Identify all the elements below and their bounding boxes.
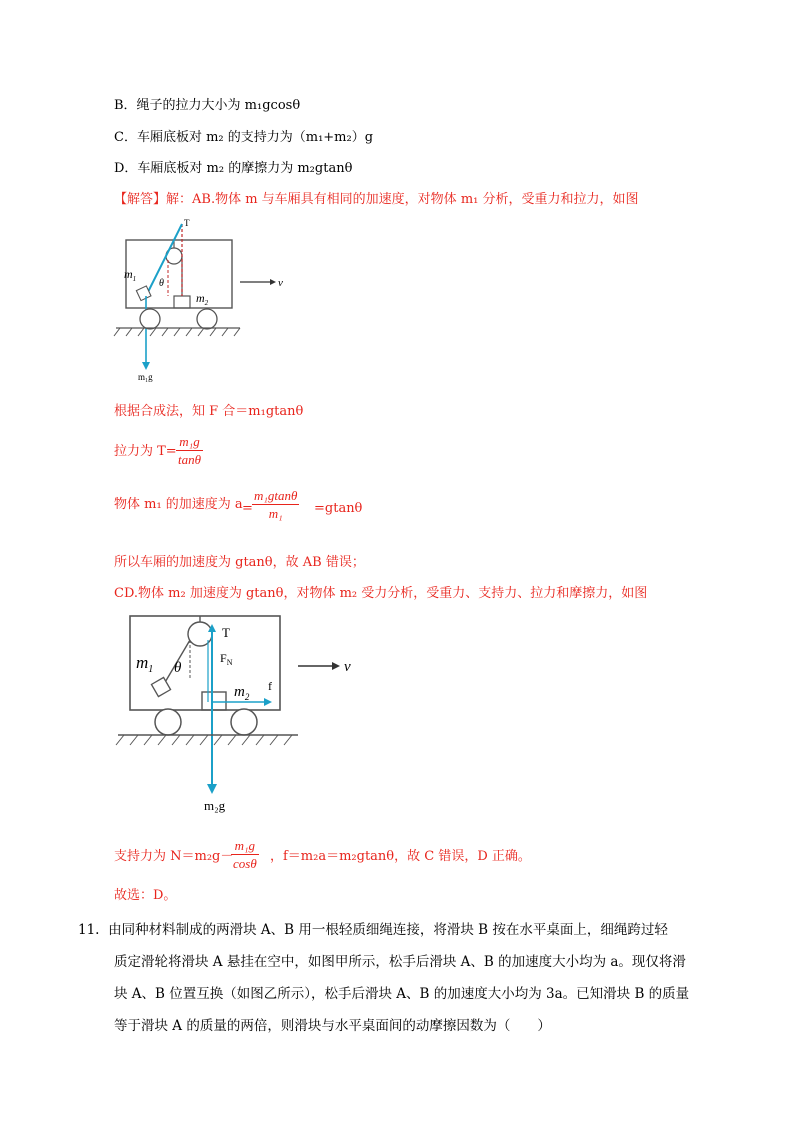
car-body	[130, 616, 280, 710]
answer-intro-text: 解：AB.物体 m 与车厢具有相同的加速度，对物体 m₁ 分析，受重力和拉力，如图	[166, 192, 639, 207]
label-m1: $m_1$	[124, 267, 137, 283]
label-m2: $m_2$	[234, 684, 250, 702]
label-FN: $F_N$	[220, 651, 233, 667]
answer-tag: 【解答】	[114, 192, 167, 207]
label-m1: $m_1$	[136, 653, 154, 675]
fraction-N-num: m₁g	[231, 838, 259, 855]
line-N-prefix: 支持力为 N＝m₂g－	[114, 849, 234, 864]
label-v: v	[344, 659, 351, 675]
fraction-a-num: m₁gtanθ	[254, 488, 298, 503]
label-m2g: m₂g	[204, 798, 226, 813]
line-so: 所以车厢的加速度为 gtanθ，故 AB 错误；	[114, 555, 365, 570]
label-m2: $m_2$	[196, 291, 209, 307]
question-11-line-2: 质定滑轮将滑块 A 悬挂在空中，如图甲所示，松手后滑块 A、B 的加速度大小均为 a。现仅将滑	[114, 954, 686, 970]
equals-sign: =	[242, 501, 253, 516]
option-c: C．车厢底板对 m₂ 的支持力为（m₁+m₂）g	[114, 130, 374, 145]
figure-1-car-diagram	[110, 218, 310, 386]
fraction-T	[176, 434, 203, 469]
answer-intro	[114, 191, 639, 209]
tension-arrow	[208, 624, 216, 632]
line-hecheng: 根据合成法，知 F 合＝m₁gtanθ	[114, 404, 304, 419]
label-theta: θ	[174, 660, 182, 676]
fraction-T-num: m₁g	[176, 434, 203, 451]
question-11-text-1: 由同种材料制成的两滑块 A、B 用一根轻质细绳连接，将滑块 B 按在水平桌面上，细绳跨过轻	[108, 922, 668, 938]
block-m2	[174, 296, 190, 308]
question-number: 11.	[78, 922, 100, 938]
line-cd: CD.物体 m₂ 加速度为 gtanθ，对物体 m₂ 受力分析，受重力、支持力、拉力和摩擦力，如图	[114, 586, 648, 601]
wheel-right	[197, 309, 217, 329]
label-T: T	[184, 218, 190, 228]
label-theta: θ	[159, 278, 164, 289]
fraction-a-den: m₁	[268, 506, 283, 521]
wheel-left	[140, 309, 160, 329]
line-T: 拉力为 T=	[114, 444, 177, 459]
gravity-arrow	[142, 362, 150, 370]
line-a-suffix: =gtanθ	[314, 501, 363, 516]
label-m1g: m₁g	[138, 372, 153, 382]
line-a	[114, 496, 243, 514]
line-a-prefix: 物体 m₁ 的加速度为 a	[114, 497, 243, 512]
velocity-arrow	[270, 279, 276, 285]
label-f: f	[268, 679, 272, 693]
block-m1	[136, 286, 151, 301]
friction-arrow	[264, 698, 272, 706]
block-m2	[202, 692, 226, 710]
block-m1	[151, 677, 170, 696]
fraction-N-den: cosθ	[233, 856, 257, 871]
conclusion: 故选：D。	[114, 888, 177, 903]
gravity-arrow	[207, 784, 217, 794]
wheel-left	[155, 709, 181, 735]
question-11-line-1	[78, 921, 668, 939]
ground-hatch	[114, 328, 240, 336]
question-11-line-4: 等于滑块 A 的质量的两倍，则滑块与水平桌面间的动摩擦因数为（ ）	[114, 1018, 551, 1034]
label-v: v	[278, 277, 283, 289]
figure-2-car-diagram	[110, 610, 380, 825]
wheel-right	[231, 709, 257, 735]
ground-hatch	[116, 735, 292, 745]
fraction-T-den: tanθ	[178, 452, 201, 467]
tension-line	[146, 224, 182, 296]
option-d: D．车厢底板对 m₂ 的摩擦力为 m₂gtanθ	[114, 161, 353, 176]
line-N-suffix: ，f＝m₂a＝m₂gtanθ，故 C 错误，D 正确。	[270, 849, 531, 864]
question-11-line-3: 块 A、B 位置互换（如图乙所示），松手后滑块 A、B 的加速度大小均为 3a。已知滑块 B 的质量	[114, 986, 690, 1002]
option-b: B．绳子的拉力大小为 m₁gcosθ	[114, 98, 301, 113]
velocity-arrow	[332, 662, 340, 670]
fraction-N	[231, 838, 259, 873]
label-T: T	[222, 625, 230, 640]
fraction-a	[252, 488, 299, 523]
